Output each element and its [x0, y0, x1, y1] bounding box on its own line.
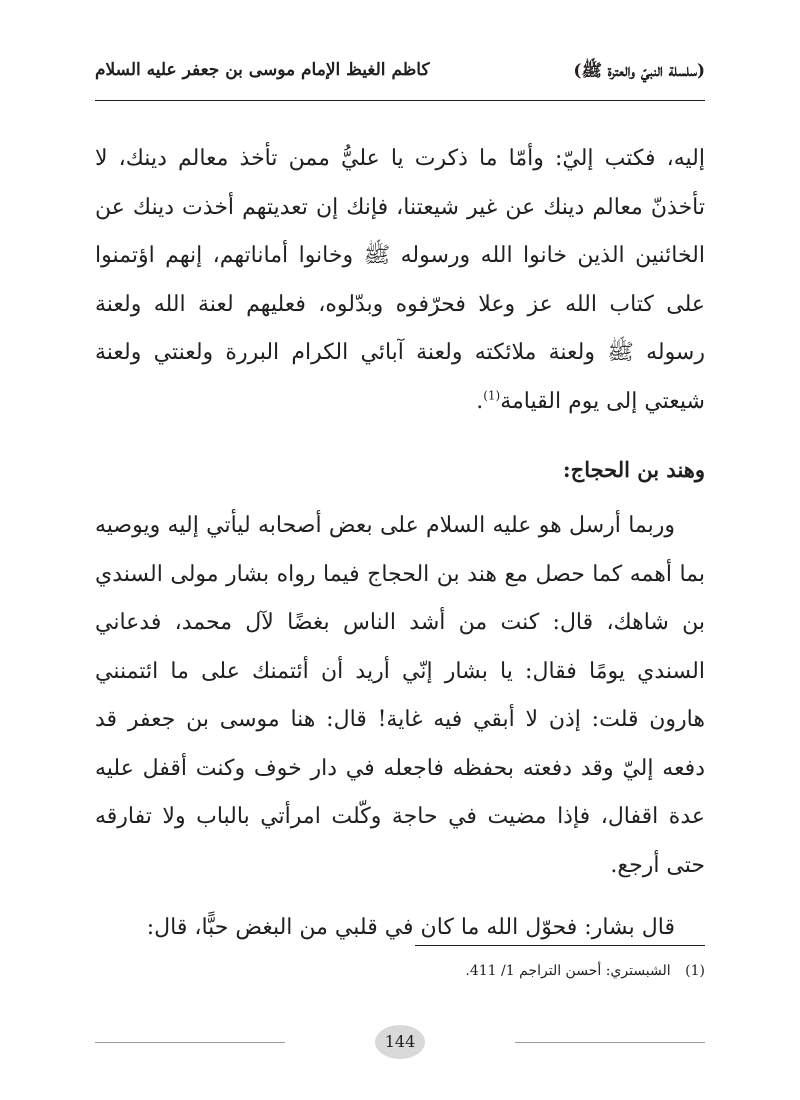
footnote-marker[interactable]: (1): [483, 388, 501, 403]
main-text: [95, 135, 705, 953]
footnote-divider: [415, 945, 705, 946]
footnote-number: (1): [685, 963, 705, 979]
footnote-text: الشبستري: أحسن التراجم 1/ 411.: [465, 963, 671, 979]
book-title: كاظم الغيظ الإمام موسى بن جعفر عليه السلام: [95, 60, 430, 80]
series-title: (سلسلة النبيّ والعترة ﷺ): [573, 61, 705, 81]
paragraph: إليه، فكتب إليّ: وأمّا ما ذكرت يا عليُّ ممن تأخذ معالم دينك، لا تأخذنّ معالم دينك عن غير شيعتنا، فإنك إن تعديتهم أخذت دينك عن الخائنين الذين خانوا الله ورسوله ﷺ وخانوا أماناتهم، إنهم اؤتمنوا على كتاب الله عز وعلا فحرّفوه وبدّلوه، فعليهم لعنة الله ولعنة رسوله ﷺ ولعنة ملائكته ولعنة آبائي الكرام البررة ولعنتي ولعنة شيعتي إلى يوم القيامة$^{(1)}$.: [95, 146, 705, 414]
divider-right: [515, 1042, 705, 1043]
divider-left: [95, 1042, 285, 1043]
footnote: [95, 960, 705, 982]
paragraph: وربما أرسل هو عليه السلام على بعض أصحابه ليأتي إليه ويوصيه بما أهمه كما حصل مع هند بن الحجاج فيما رواه بشار مولى السندي بن شاهك، قال: كنت من أشد الناس بغضًا لآل محمد، فدعاني السندي يومًا فقال: يا بشار إنّي أريد أن أئتمنك على ما ائتمنني هارون قلت: إذن لا أبقي فيه غاية! قال: هنا موسى بن جعفر قد دفعه إليّ وقد دفعته بحفظه فاجعله في دار خوف وكنت أقفل عليه عدة اقفال، فإذا مضيت في حاجة وكّلت امرأتي بالباب ولا تفارقه حتى أرجع.: [95, 513, 706, 878]
paragraph: قال بشار: فحوّل الله ما كان في قلبي من البغض حبًّا، قال:: [146, 915, 675, 940]
section-heading: وهند بن الحجاج:: [562, 457, 705, 482]
page-number: 144: [375, 1025, 425, 1059]
page-header: [95, 48, 705, 101]
page-number-bar: [95, 1024, 705, 1060]
